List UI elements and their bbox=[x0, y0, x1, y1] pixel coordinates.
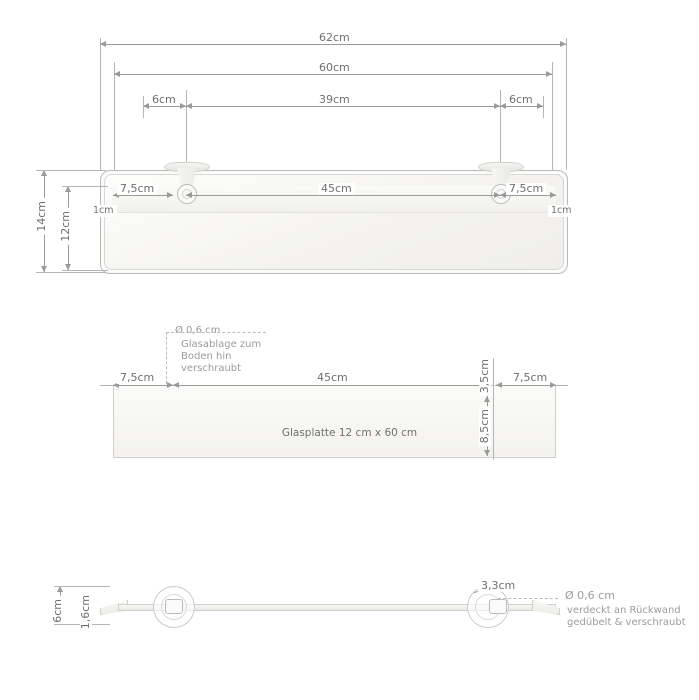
bracket-left bbox=[158, 162, 214, 192]
dim-line-75-left bbox=[113, 195, 173, 196]
witness-plate-vert bbox=[493, 358, 494, 460]
dim-label-6cm-side: 6cm bbox=[52, 596, 64, 626]
leader-hole-bottom bbox=[498, 598, 558, 599]
dim-label-14: 14cm bbox=[36, 198, 48, 235]
arrow-right-75right bbox=[550, 192, 556, 198]
witness-12-top bbox=[62, 186, 108, 187]
wall-note-line1: verdeckt an Rückwand bbox=[567, 605, 681, 616]
dim-label-75-left-plate: 7,5cm bbox=[117, 372, 157, 384]
dim-label-60: 60cm bbox=[316, 62, 353, 74]
mount-note-line1: Glasablage zum bbox=[181, 339, 262, 350]
dim-line-75-left-plate bbox=[113, 385, 173, 386]
plate-extension-right bbox=[554, 385, 568, 386]
arrow-left-39 bbox=[186, 103, 192, 109]
plate-extension-left bbox=[100, 385, 114, 386]
witness-14-top bbox=[36, 170, 106, 171]
dim-label-85: 8,5cm bbox=[479, 406, 491, 446]
arrow-left-45front bbox=[186, 192, 192, 198]
arrow-left-62 bbox=[100, 41, 106, 47]
dim-label-16cm: 1,6cm bbox=[80, 592, 92, 632]
wall-note-line2: gedübelt & verschraubt bbox=[567, 617, 686, 628]
witness-line-right-outer bbox=[566, 38, 567, 170]
witness-line-left-inner bbox=[114, 62, 115, 174]
dim-label-45-plate: 45cm bbox=[314, 372, 351, 384]
dim-label-6-left: 6cm bbox=[149, 94, 179, 106]
dim-line-60 bbox=[114, 74, 552, 75]
mount-note-line2: Boden hin bbox=[181, 351, 232, 362]
arrow-right-62 bbox=[560, 41, 566, 47]
dim-line-75-right-plate bbox=[496, 385, 556, 386]
leader-hole-top bbox=[166, 332, 167, 384]
witness-12-bottom bbox=[62, 270, 108, 271]
arrow-right-60 bbox=[546, 71, 552, 77]
arrow-up-85 bbox=[484, 396, 490, 402]
dim-label-1cm-right: 1cm bbox=[548, 205, 575, 217]
hole-diameter-note-top: Ø 0,6 cm bbox=[175, 325, 221, 336]
witness-6-left bbox=[143, 96, 144, 118]
arrow-left-45-plate bbox=[173, 382, 179, 388]
dim-label-39: 39cm bbox=[316, 94, 353, 106]
dim-label-35: 3,5cm bbox=[479, 356, 491, 396]
dim-line-75-right bbox=[500, 195, 556, 196]
dim-label-1cm-left: 1cm bbox=[90, 205, 117, 217]
arrow-right-75-plate-r bbox=[550, 382, 556, 388]
dim-line-62 bbox=[100, 44, 566, 45]
arrow-right-75left bbox=[167, 192, 173, 198]
dim-label-75-right: 7,5cm bbox=[506, 183, 546, 195]
dim-label-45-front: 45cm bbox=[318, 183, 355, 195]
dim-label-33cm: 3,3cm bbox=[478, 580, 518, 592]
dim-label-12: 12cm bbox=[60, 208, 72, 245]
witness-6-right bbox=[543, 96, 544, 118]
mount-plate-left bbox=[165, 599, 183, 614]
witness-6cm-top bbox=[54, 586, 110, 587]
plate-label: Glasplatte 12 cm x 60 cm bbox=[281, 427, 418, 439]
dim-line-39 bbox=[186, 106, 500, 107]
hole-diameter-note-bottom: Ø 0,6 cm bbox=[565, 589, 615, 602]
profile-right-tip bbox=[532, 600, 560, 615]
arrow-down-85 bbox=[484, 450, 490, 456]
dim-label-6-right: 6cm bbox=[506, 94, 536, 106]
mount-plate-right bbox=[489, 599, 507, 614]
dim-label-75-right-plate: 7,5cm bbox=[510, 372, 550, 384]
dim-line-45-plate bbox=[173, 385, 487, 386]
mount-note-line3: verschraubt bbox=[181, 363, 242, 374]
leader-hole-top-h bbox=[166, 332, 266, 333]
dim-label-62: 62cm bbox=[316, 32, 353, 44]
dim-label-75-left: 7,5cm bbox=[117, 183, 157, 195]
arrow-left-60 bbox=[114, 71, 120, 77]
dim-line-45-front bbox=[186, 195, 500, 196]
witness-14-bottom bbox=[36, 272, 106, 273]
arrow-left-75-plate-r bbox=[496, 382, 502, 388]
witness-line-left-outer bbox=[100, 38, 101, 170]
witness-line-right-inner bbox=[552, 62, 553, 174]
